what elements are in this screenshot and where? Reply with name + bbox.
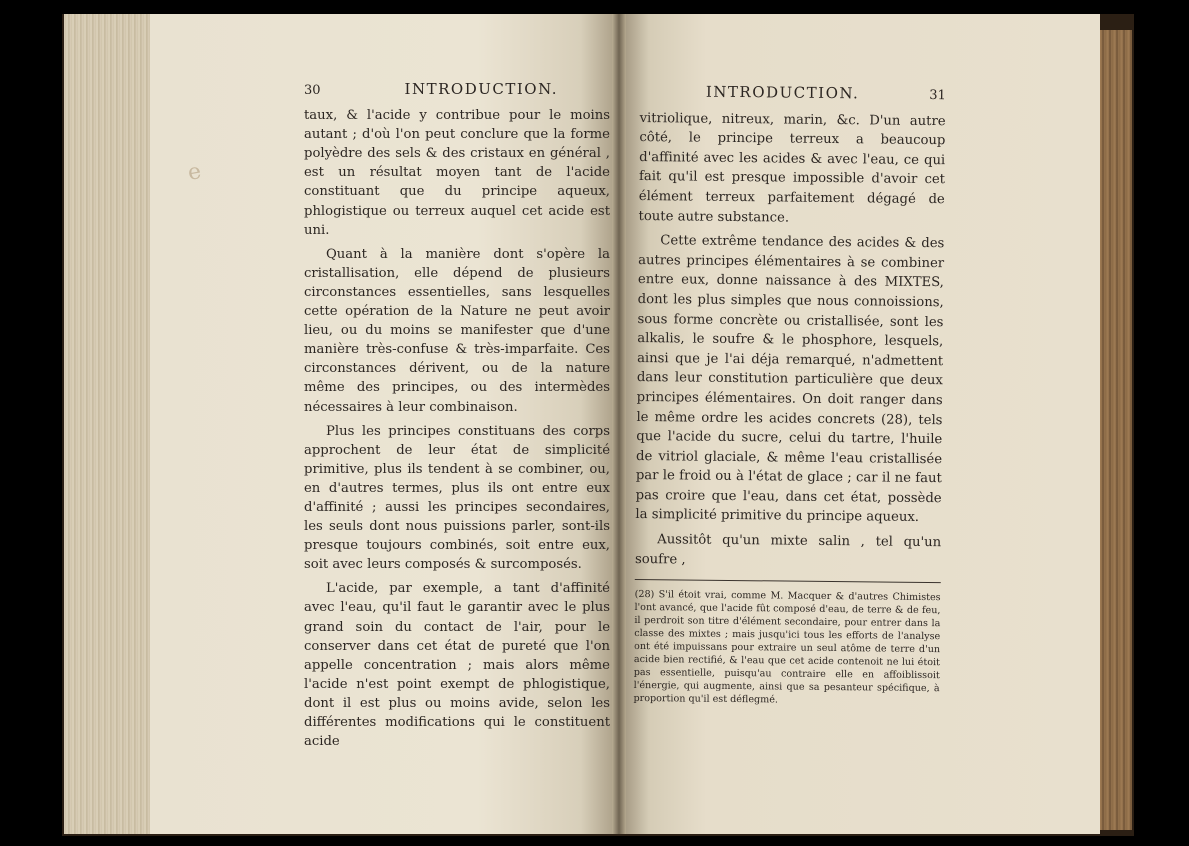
left-page-number: 30 [304,83,321,98]
footnote: (28) S'il étoit vrai, comme M. Macquer & d'autres Chimistes l'ont avancé, que l'acide fût composé d'eau, de terre & de feu, il perdroit son titre d'élément secondaire, pour entrer dans la classe des mixtes ; mais jusqu'ici tous les efforts de l'analyse ont été impuissans pour extraire un seul atôme de terre d'un acide bien rectifié, & l'eau que cet acide contenoit ne lui étoit pas essentielle, puisqu'au contraire elle en affoiblissoit l'énergie, qui augmente, ainsi que sa pesanteur spécifique, à proportion qu'il est déflegmé. [633,589,941,706]
right-page-text [633,82,946,713]
right-running-title: INTRODUCTION. [705,82,860,103]
right-paragraph-1: vitriolique, nitreux, marin, &c. D'un autre côté, le principe terreux a beaucoup d'affinité avec les acides & avec l'eau, ce qui fait qu'il est presque impossible d'avoir cet élément terreux parfaitement dégagé de toute autre substance. [638,110,946,226]
right-paragraph-2: Cette extrême tendance des acides & des autres principes élémentaires à se combiner entre eux, donne naissance à des MIXTES, dont les plus simples que nous connoissions, sous forme concrète ou cristallisée, sont les alkalis, le soufre & le phosphore, lesquels, ainsi que je l'ai déja remarqué, n'admettent dans leur constitution particulière que deux principes élémentaires. On doit ranger dans le même ordre les acides concrets (28), tels que l'acide du sucre, celui du tartre, l'huile de vitriol glaciale, & même l'eau cristallisée par le froid ou à l'état de glace ; car il ne faut pas croire que l'eau, dans cet état, possède la simplicité primitive du principe aqueux. [635,233,945,526]
left-paragraph-2: Quant à la manière dont s'opère la cristallisation, elle dépend de plusieurs circonstances essentielles, sans lesquelles cette opération de la Nature ne peut avoir lieu, ou du moins se manifester que d'une manière très-confuse & très-imparfaite. Ces circonstances dérivent, ou de la nature même des principes, ou des intermèdes nécessaires à leur combinaison. [304,246,610,415]
left-page-text [304,80,610,756]
left-running-head [304,80,610,100]
book-gutter [612,14,626,834]
left-paragraph-1: taux, & l'acide y contribue pour le moins autant ; d'où l'on peut conclure que la forme polyèdre des sels & des cristaux en général , est un résultat moyen tant de l'acide constituant que du principe aqueux, phlogistique ou terreux auquel cet acide est uni. [304,108,610,238]
right-page-number: 31 [929,88,946,104]
left-paragraph-3: Plus les principes constituans des corps approchent de leur état de simplicité primitive, plus ils tendent à se combiner, ou, en d'autres termes, plus ils ont entre eux d'affinité ; aussi les principes secondaires, les seuls dont nous puissions parler, sont-ils presque toujours combinés, soit entre eux, soit avec leurs composés & surcomposés. [304,423,610,573]
right-paragraph-3: Aussitôt qu'un mixte salin , tel qu'un soufre , [634,532,942,568]
page-edges-left [64,14,164,834]
right-running-head [640,82,946,106]
left-running-title: INTRODUCTION. [404,80,558,98]
pencil-mark: e [185,159,204,186]
left-paragraph-4: L'acide, par exemple, a tant d'affinité avec l'eau, qu'il faut le garantir avec le plus grand soin du contact de l'air, pour le conserver dans cet état de pureté que l'on appelle concentration ; mais alors même l'acide n'est point exempt de phlogistique, dont il est plus ou moins avide, selon les différentes modifications qui le constituent acide [304,581,610,750]
page-edges-right [1098,30,1132,830]
footnote-rule [635,579,941,583]
